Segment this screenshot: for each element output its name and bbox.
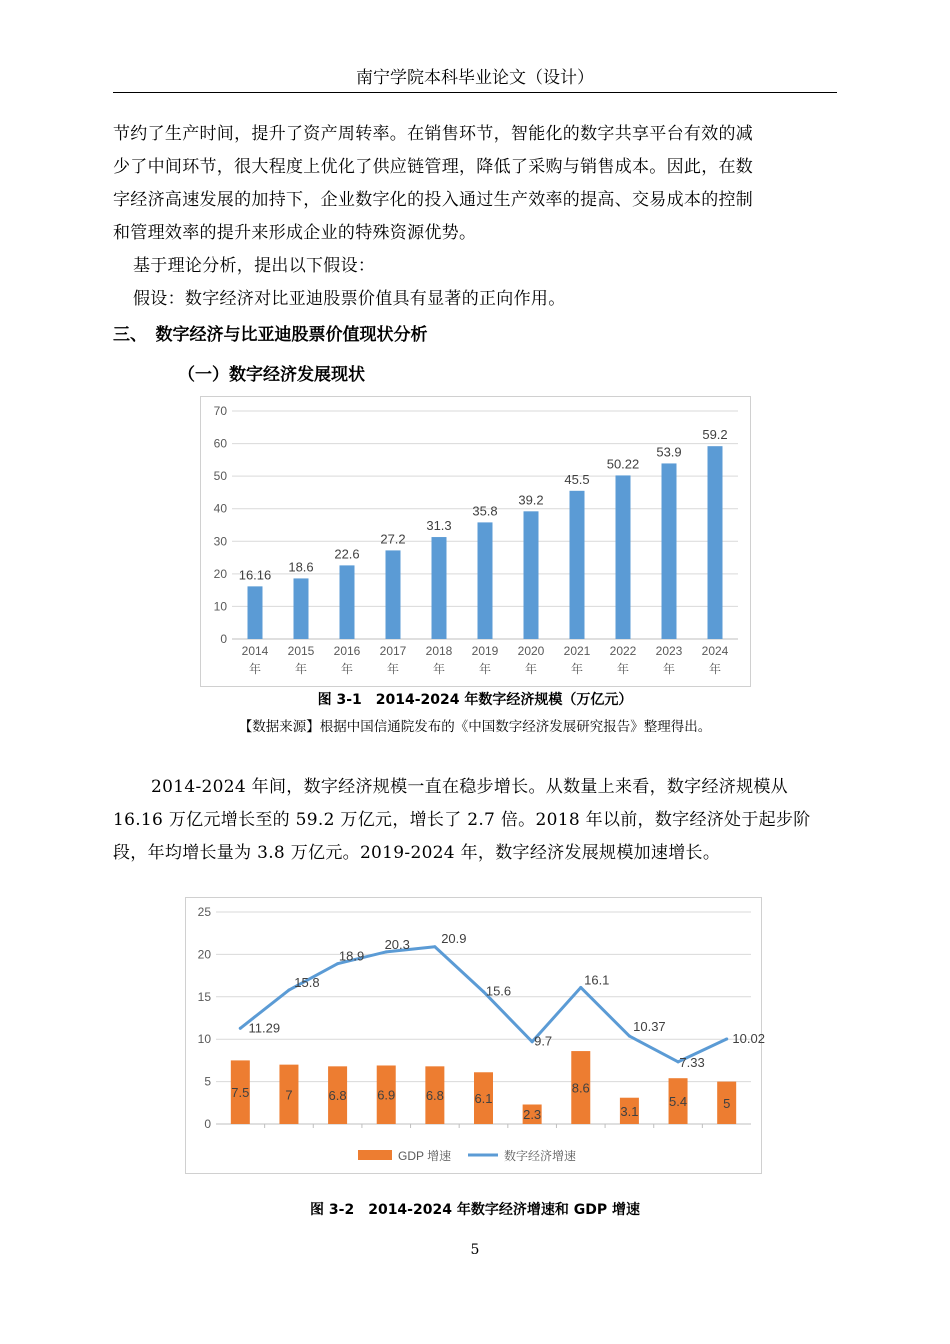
- line-value-label: 10.37: [633, 1019, 666, 1035]
- bar-value-label: 39.2: [518, 492, 544, 508]
- hypothesis: 假设：数字经济对比亚迪股票价值具有显著的正向作用。: [133, 289, 566, 309]
- line-value-label: 10.02: [732, 1031, 765, 1047]
- y-tick-label: 50: [213, 469, 227, 484]
- y-tick-label: 20: [197, 947, 211, 962]
- line-value-label: 9.7: [534, 1033, 553, 1049]
- bar-value-label: 18.6: [288, 559, 314, 575]
- paragraph-1-line: 字经济高速发展的加持下，企业数字化的投入通过生产效率的提高、交易成本的控制: [113, 190, 754, 210]
- line-point: [287, 989, 290, 992]
- x-tick-label: 年: [662, 662, 676, 676]
- gdp-bar-value-label: 6.1: [474, 1091, 493, 1107]
- x-tick-label: 2017: [379, 644, 407, 658]
- x-tick-label: 2018: [425, 644, 453, 658]
- bar: [524, 511, 539, 639]
- gdp-bar-value-label: 8.6: [571, 1080, 590, 1096]
- x-tick-label: 2020: [517, 644, 545, 658]
- digital-economy-line: [240, 947, 726, 1062]
- paragraph-1-line: 和管理效率的提升来形成企业的特殊资源优势。: [113, 223, 477, 243]
- line-value-label: 20.3: [384, 936, 410, 952]
- x-tick-label: 年: [616, 662, 630, 676]
- x-tick-label: 2022: [609, 644, 637, 658]
- bar: [478, 522, 493, 639]
- y-tick-label: 10: [197, 1032, 211, 1047]
- bar: [340, 565, 355, 639]
- gdp-bar-value-label: 2.3: [523, 1107, 542, 1123]
- bar-value-label: 22.6: [334, 546, 360, 562]
- subsection-heading: （一）数字经济发展现状: [178, 365, 365, 385]
- x-tick-label: 年: [478, 662, 492, 676]
- x-tick-label: 2015: [287, 644, 315, 658]
- x-tick-label: 年: [432, 662, 446, 676]
- bar: [708, 446, 723, 639]
- x-tick-label: 2014: [241, 644, 269, 658]
- header-rule: [113, 92, 837, 93]
- gdp-bar-value-label: 6.8: [425, 1088, 444, 1104]
- legend-swatch-gdp: [358, 1150, 392, 1160]
- legend-label-gdp: GDP 增速: [398, 1149, 452, 1163]
- bar: [386, 550, 401, 639]
- line-point: [628, 1035, 631, 1038]
- paragraph-1: [113, 118, 837, 316]
- y-tick-label: 60: [213, 436, 227, 451]
- x-tick-label: 2021: [563, 644, 591, 658]
- gdp-bar-value-label: 7.5: [231, 1085, 250, 1101]
- line-value-label: 20.9: [441, 930, 467, 946]
- line-point: [725, 1038, 728, 1041]
- section-heading: 三、 数字经济与比亚迪股票价值现状分析: [113, 325, 428, 345]
- paragraph-1-line: 少了中间环节，很大程度上优化了供应链管理，降低了采购与销售成本。因此，在数: [113, 157, 754, 177]
- paragraph-2: [113, 771, 837, 870]
- page-header: 南宁学院本科毕业论文（设计）: [356, 68, 594, 88]
- x-tick-label: 2024: [701, 644, 729, 658]
- bar: [662, 463, 677, 639]
- x-tick-label: 年: [524, 662, 538, 676]
- y-tick-label: 0: [204, 1117, 211, 1131]
- line-value-label: 11.29: [248, 1020, 281, 1036]
- bar-value-label: 50.22: [606, 456, 640, 472]
- x-tick-label: 2023: [655, 644, 683, 658]
- bar-value-label: 35.8: [472, 503, 498, 519]
- legend-label-digital: 数字经济增速: [504, 1149, 577, 1163]
- x-tick-label: 年: [570, 662, 584, 676]
- gdp-bar-value-label: 6.9: [377, 1087, 396, 1103]
- y-tick-label: 25: [197, 905, 211, 919]
- x-tick-label: 年: [340, 662, 354, 676]
- x-tick-label: 2016: [333, 644, 361, 658]
- y-tick-label: 40: [213, 501, 227, 516]
- gdp-bar-value-label: 5: [723, 1095, 731, 1111]
- gdp-bar-value-label: 5.4: [669, 1094, 688, 1110]
- gdp-bar-value-label: 3.1: [620, 1103, 639, 1119]
- x-tick-label: 年: [708, 662, 722, 676]
- bar: [616, 475, 631, 639]
- chart-growth-rates: [185, 897, 765, 1174]
- x-tick-label: 年: [248, 662, 262, 676]
- chart-growth-rates-svg: [186, 898, 765, 1173]
- paragraph-1-line: 节约了生产时间，提升了资产周转率。在销售环节，智能化的数字共享平台有效的减: [113, 124, 754, 144]
- gdp-bar-value-label: 6.8: [328, 1088, 347, 1104]
- y-tick-label: 0: [220, 632, 227, 646]
- bar: [570, 491, 585, 639]
- line-value-label: 16.1: [584, 972, 610, 988]
- bar-value-label: 31.3: [426, 518, 452, 534]
- page-number: 5: [470, 1242, 480, 1258]
- paragraph-2-line: 段，年均增长量为 3.8 万亿元。2019-2024 年，数字经济发展规模加速增长。: [113, 843, 721, 863]
- bar-value-label: 59.2: [702, 427, 728, 443]
- x-tick-label: 年: [294, 662, 308, 676]
- x-tick-label: 2019: [471, 644, 499, 658]
- x-tick-label: 年: [386, 662, 400, 676]
- y-tick-label: 30: [213, 534, 227, 549]
- line-value-label: 15.8: [294, 975, 320, 991]
- line-value-label: 7.33: [679, 1054, 705, 1070]
- bar: [294, 578, 309, 639]
- chart-digital-economy-scale-svg: [201, 397, 750, 686]
- line-point: [433, 945, 436, 948]
- line-point: [579, 986, 582, 989]
- line-point: [482, 990, 485, 993]
- figure-1-caption: 图 3-1 2014-2024 年数字经济规模（万亿元）: [317, 692, 633, 708]
- bar-value-label: 53.9: [656, 444, 682, 460]
- line-value-label: 15.6: [485, 983, 512, 999]
- y-tick-label: 70: [213, 404, 227, 418]
- gdp-bar-value-label: 7: [285, 1087, 293, 1103]
- bar-value-label: 16.16: [238, 567, 272, 583]
- line-value-label: 18.9: [338, 948, 365, 964]
- bar: [248, 586, 263, 639]
- y-tick-label: 5: [204, 1074, 211, 1089]
- bar: [432, 537, 447, 639]
- paragraph-2-line: 16.16 万亿元增长至的 59.2 万亿元，增长了 2.7 倍。2018 年以前，数字经济处于起步阶: [113, 810, 811, 830]
- bar-value-label: 27.2: [380, 531, 406, 547]
- y-tick-label: 15: [197, 989, 211, 1004]
- hypothesis-intro: 基于理论分析，提出以下假设：: [133, 256, 376, 276]
- bar-value-label: 45.5: [564, 471, 590, 487]
- figure-2-caption: 图 3-2 2014-2024 年数字经济增速和 GDP 增速: [310, 1202, 640, 1218]
- paragraph-2-line: 2014-2024 年间，数字经济规模一直在稳步增长。从数量上来看，数字经济规模从: [151, 777, 788, 797]
- figure-1-source: 【数据来源】根据中国信通院发布的《中国数字经济发展研究报告》整理得出。: [238, 719, 712, 735]
- line-point: [239, 1027, 242, 1030]
- y-tick-label: 20: [213, 566, 227, 581]
- y-tick-label: 10: [213, 599, 227, 614]
- chart-digital-economy-scale: [200, 396, 751, 687]
